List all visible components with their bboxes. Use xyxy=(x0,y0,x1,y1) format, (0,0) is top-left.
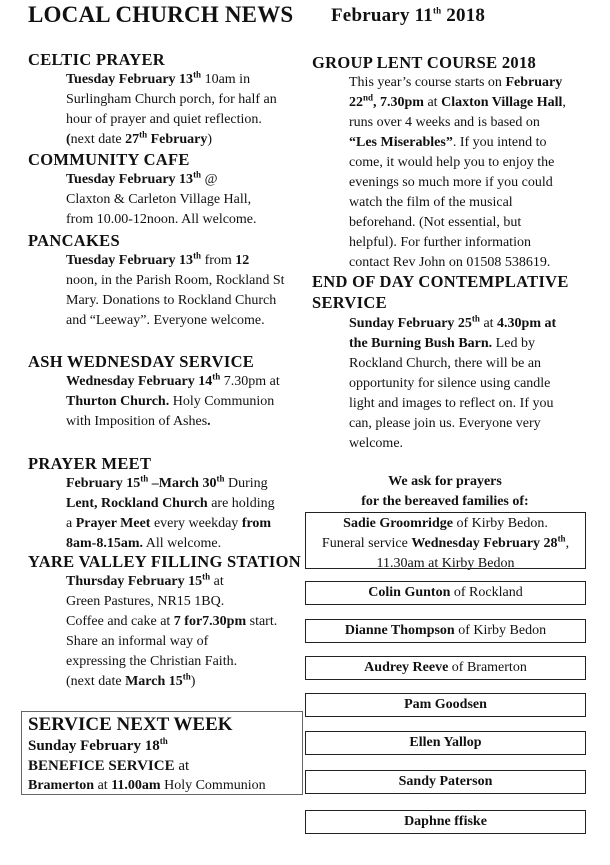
community-cafe-body: Tuesday February 13th @ Claxton & Carleton Village Hall, from 10.00-12noon. All welcome. xyxy=(66,169,257,227)
bereaved-name-box: Sandy Paterson xyxy=(305,770,586,794)
end-of-day-heading: END OF DAY CONTEMPLATIVE SERVICE xyxy=(312,272,569,312)
yare-valley-heading: YARE VALLEY FILLING STATION xyxy=(28,552,301,571)
bereaved-first-detail: Sadie Groomridge of Kirby Bedon. Funeral service Wednesday February 28th, 11.30am at Kirby Bedon xyxy=(321,516,570,571)
prayer-meet-heading: PRAYER MEET xyxy=(28,454,152,473)
community-cafe-heading: COMMUNITY CAFE xyxy=(28,150,190,169)
ash-wednesday-body: Wednesday February 14th 7.30pm at Thurton Church. Holy Communion with Imposition of Ashes. xyxy=(66,371,280,429)
service-next-week-box xyxy=(21,711,303,795)
page-title: LOCAL CHURCH NEWS xyxy=(28,2,294,27)
issue-date: February 11th 2018 xyxy=(331,5,486,26)
lent-course-heading: GROUP LENT COURSE 2018 xyxy=(312,53,537,72)
celtic-prayer-body: Tuesday February 13th 10am in Surlingham Church porch, for half an hour of prayer and quiet reflection. (next date 27th February) xyxy=(66,69,277,147)
prayer-meet-body: February 15th –March 30th During Lent, Rockland Church are holding a Prayer Meet every weekday from 8am-8.15am. All welcome. xyxy=(66,473,275,551)
celtic-prayer-heading: CELTIC PRAYER xyxy=(28,50,166,69)
service-next-week-heading: SERVICE NEXT WEEK xyxy=(28,714,233,735)
bereaved-first-box xyxy=(305,512,586,569)
lent-course-body: This year’s course starts on February 22nd, 7.30pm at Claxton Village Hall, runs over 4 weeks and is based on “Les Miserables”. If you intend to come, it would help you to enjoy the evenings so much more if you could watch the film of the musical beforehand. (Not essential, but helpful). For further information contact Rev John on 01508 538619. xyxy=(349,75,566,270)
pancakes-body: Tuesday February 13th from 12 noon, in the Parish Room, Rockland St Mary. Donations to Rockland Church and “Leeway”. Everyone welcome. xyxy=(66,250,285,328)
end-of-day-body: Sunday February 25th at 4.30pm at the Burning Bush Barn. Led by Rockland Church, there will be an opportunity for silence using candle light and images to reflect on. If you can, please join us. Everyone very welcome. xyxy=(349,313,557,451)
bereaved-name-box: Ellen Yallop xyxy=(305,731,586,755)
pancakes-heading: PANCAKES xyxy=(28,231,120,250)
service-next-week-body: Sunday February 18th BENEFICE SERVICE at Bramerton at 11.00am Holy Communion xyxy=(28,736,266,793)
bereaved-name-box: Daphne ffiske xyxy=(305,810,586,834)
bereaved-name-box: Colin Gunton of Rockland xyxy=(305,581,586,605)
bereaved-name-box: Dianne Thompson of Kirby Bedon xyxy=(305,619,586,643)
prayers-intro: We ask for prayers for the bereaved families of: xyxy=(361,474,529,509)
bereaved-name-box: Pam Goodsen xyxy=(305,693,586,717)
yare-valley-body: Thursday February 15th at Green Pastures, NR15 1BQ. Coffee and cake at 7 for7.30pm start. Share an informal way of expressing the Christian Faith. (next date March 15th) xyxy=(66,571,278,689)
bereaved-name-box: Audrey Reeve of Bramerton xyxy=(305,656,586,680)
ash-wednesday-heading: ASH WEDNESDAY SERVICE xyxy=(28,352,255,371)
